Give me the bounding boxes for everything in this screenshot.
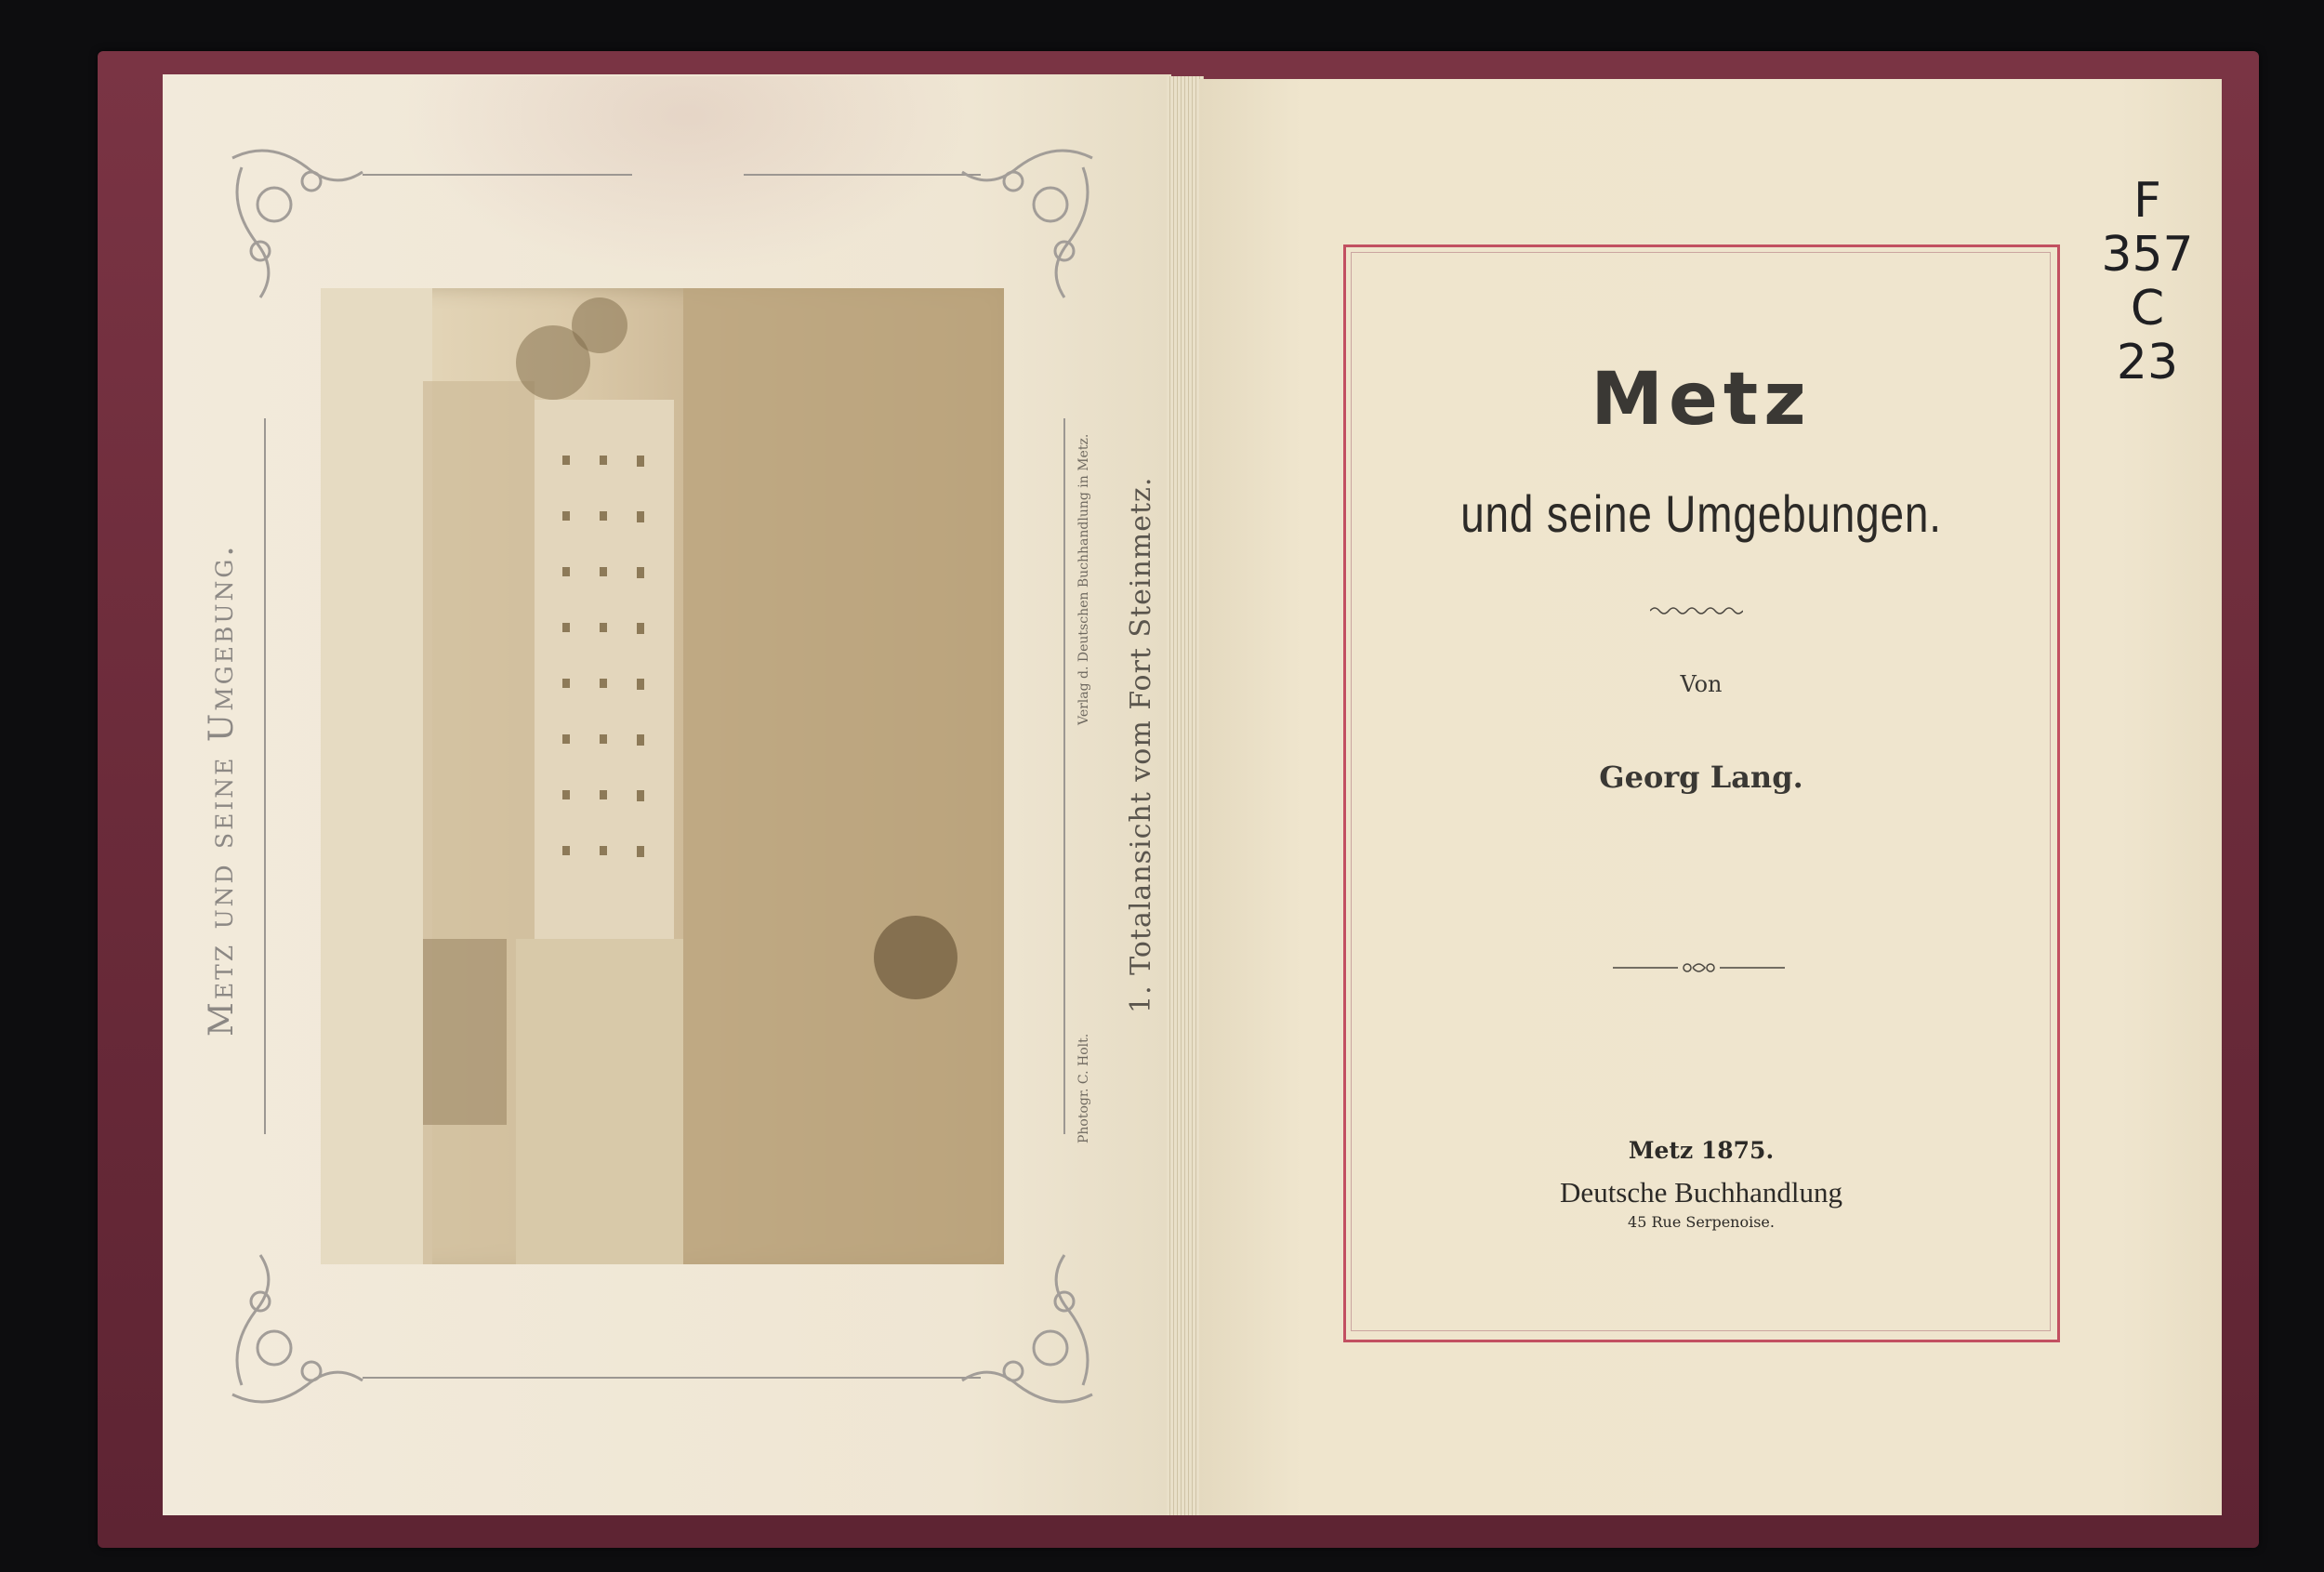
page-gutter xyxy=(1167,76,1204,1515)
photograph xyxy=(321,288,1004,1264)
imprint-city-year: Metz 1875. xyxy=(1628,1137,1775,1164)
divider-ornament xyxy=(1613,958,1785,978)
series-title: Metz und seine Umgebung. xyxy=(203,543,241,1037)
shelfmark-line-4: 23 xyxy=(2116,335,2179,390)
shelfmark-line-3: C xyxy=(2130,281,2165,337)
shelfmark-line-2: 357 xyxy=(2101,227,2194,283)
imprint-address: 45 Rue Serpenoise. xyxy=(1628,1213,1775,1231)
by-label: Von xyxy=(1680,671,1723,697)
publisher-credit: Verlag d. Deutschen Buchhandlung in Metz. xyxy=(1076,433,1091,725)
author-name: Georg Lang. xyxy=(1599,760,1803,795)
photo-caption: 1. Totalansicht vom Fort Steinmetz. xyxy=(1125,476,1157,1013)
book-title: Metz xyxy=(1591,358,1812,442)
imprint-publisher: Deutsche Buchhandlung xyxy=(1560,1176,1842,1209)
shelfmark xyxy=(2096,173,2199,392)
book-subtitle: und seine Umgebungen. xyxy=(1460,484,1942,543)
shelfmark-line-1: F xyxy=(2133,173,2161,229)
photographer-credit: Photogr. C. Holt. xyxy=(1076,1033,1091,1143)
squiggle-ornament xyxy=(1650,604,1743,617)
